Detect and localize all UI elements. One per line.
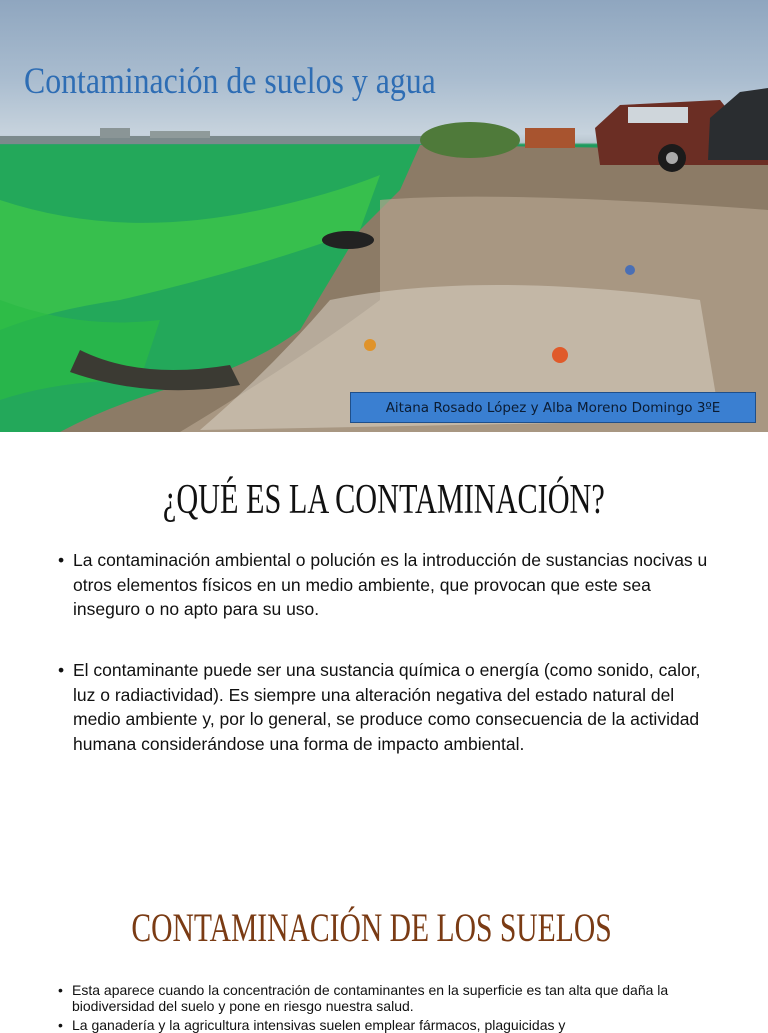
- dark-vehicle: [708, 88, 768, 160]
- car-window: [628, 107, 688, 123]
- tire: [322, 231, 374, 249]
- soil-bullet-2: [58, 1017, 708, 1033]
- cover-slide: [0, 0, 768, 432]
- definition-title-text: ¿QUÉ ES LA CONTAMINACIÓN?: [163, 477, 605, 523]
- soil-bullet-2-text: La ganadería y la agricultura intensivas suelen emplear fármacos, plaguicidas y: [72, 1017, 566, 1033]
- bullet-dot: •: [58, 660, 65, 680]
- soil-bullet-1: [58, 982, 708, 1014]
- orange-bottle-cap: [552, 347, 568, 363]
- yellow-debris: [364, 339, 376, 351]
- bullet-dot: •: [58, 550, 65, 570]
- far-shoreline: [0, 136, 460, 144]
- authors-box: [350, 392, 756, 423]
- car-hubcap: [666, 152, 678, 164]
- soil-contamination-slide: [0, 852, 768, 1033]
- soil-title-text: CONTAMINACIÓN DE LOS SUELOS: [131, 905, 613, 950]
- distant-buildings: [100, 128, 130, 138]
- definition-bullet-2: [58, 658, 718, 756]
- bullet-dot: •: [58, 982, 63, 998]
- definition-bullet-2-text: El contaminante puede ser una sustancia química o energía (como sonido, calor, luz o radiactividad). Es siempre una alteración negativa del estado natural del medio ambiente y, por lo general, se produce como consecuencia de la actividad humana considerándose una forma de impacto ambiental.: [73, 660, 701, 754]
- bullet-dot: •: [58, 1017, 63, 1033]
- distant-buildings-2: [150, 131, 210, 138]
- distant-truck: [525, 128, 575, 148]
- soil-bullet-1-text: Esta aparece cuando la concentración de contaminantes en la superficie es tan alta que daña la biodiversidad del suelo y pone en riesgo nuestra salud.: [72, 982, 669, 1014]
- definition-slide: [0, 432, 768, 852]
- cover-title: Contaminación de suelos y agua: [24, 61, 436, 102]
- definition-bullet-1-text: La contaminación ambiental o polución es la introducción de sustancias nocivas u otros elementos físicos en un medio ambiente, que provocan que este sea inseguro o no apto para su uso.: [73, 550, 708, 619]
- blue-debris: [625, 265, 635, 275]
- shrub: [420, 122, 520, 158]
- soil-title: [0, 904, 744, 951]
- authors-text: Aitana Rosado López y Alba Moreno Domingo 3ºE: [385, 399, 721, 416]
- definition-title: [0, 476, 768, 524]
- definition-bullet-1: [58, 548, 718, 622]
